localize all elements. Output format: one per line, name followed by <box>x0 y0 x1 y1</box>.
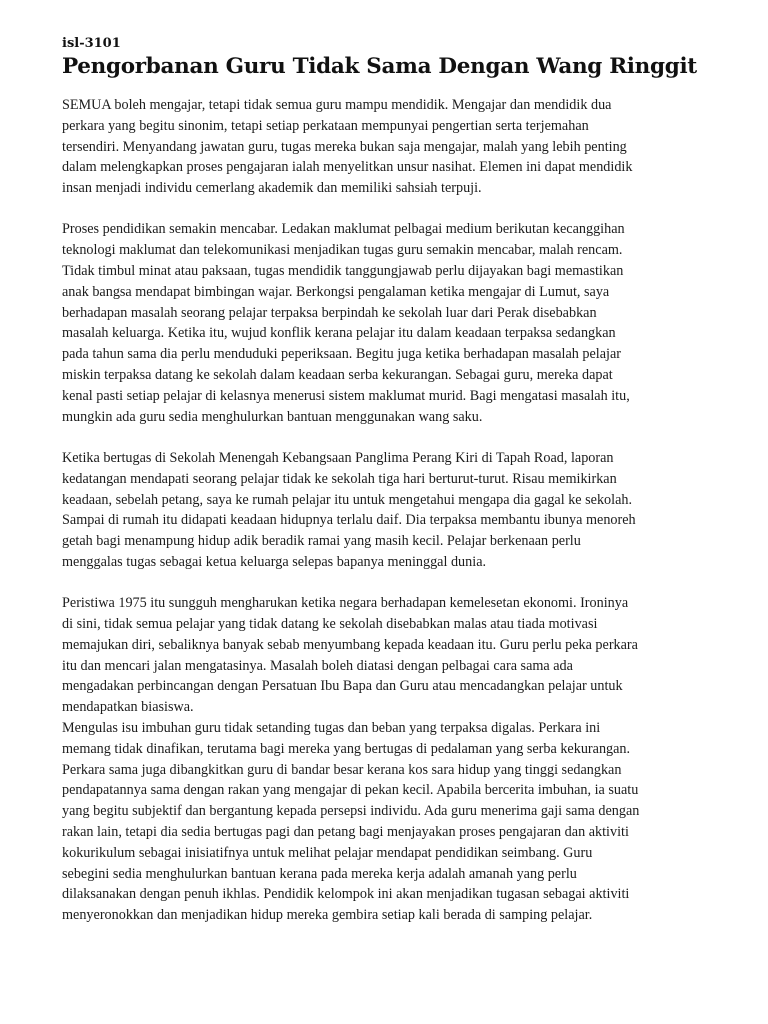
text-line: tersendiri. Menyandang jawatan guru, tugas mereka bukan saja mengajar, malah yang lebih penting <box>62 138 627 155</box>
text-line: kokurikulum sebagai inisiatifnya untuk melihat pelajar mendapat pendidikan seimbang. Guru <box>62 844 593 861</box>
text-line: Proses pendidikan semakin mencabar. Ledakan maklumat pelbagai medium berikutan kecanggihan <box>62 221 625 238</box>
text-line: berhadapan masalah seorang pelajar terpaksa berpindah ke sekolah luar dari Perak disebabkan <box>62 304 597 321</box>
text-line: getah bagi menampung hidup adik beradik ramai yang masih kecil. Pelajar berkenaan perlu <box>62 533 581 550</box>
text-line: Sampai di rumah itu didapati keadaan hidupnya terlalu daif. Dia terpaksa membantu ibunya menoreh <box>62 512 636 529</box>
text-line: Peristiwa 1975 itu sungguh mengharukan ketika negara berhadapan kemelesetan ekonomi. Ironinya <box>62 595 629 612</box>
text-line: yang begitu subjektif dan bergantung kepada persepsi individu. Ada guru menerima gaji sama dengan <box>62 803 640 820</box>
text-line: mendapatkan biasiswa. <box>62 699 194 716</box>
text-line: mengadakan perbincangan dengan Persatuan Ibu Bapa dan Guru atau mencadangkan pelajar untuk <box>62 678 623 695</box>
paragraph <box>62 95 706 199</box>
text-line: rakan lain, tetapi dia sedia bertugas pagi dan petang bagi menjayakan proses pengajaran dan aktiviti <box>62 824 629 840</box>
document-id: isl-3101 <box>62 36 121 51</box>
text-line: dalam melengkapkan proses pengajaran ialah menyelitkan unsur nasihat. Elemen ini dapat mendidik <box>62 159 633 176</box>
text-line: miskin terpaksa datang ke sekolah dalam keadaan serba kekurangan. Sebagai guru, mereka dapat <box>62 367 613 384</box>
text-line: pendapatannya sama dengan rakan yang mengajar di pekan kecil. Apabila bercerita imbuhan, ia suatu <box>62 782 639 799</box>
text-line: keadaan, sebelah petang, saya ke rumah pelajar itu untuk mengetahui mengapa dia gagal ke sekolah. <box>62 491 633 508</box>
text-line: Tidak timbul minat atau paksaan, tugas mendidik tanggungjawab perlu dijayakan bagi memastikan <box>62 263 624 280</box>
paragraph <box>62 219 706 427</box>
paragraph <box>62 593 706 718</box>
document-title: Pengorbanan Guru Tidak Sama Dengan Wang Ringgit <box>62 54 697 79</box>
text-line: Perkara sama juga dibangkitkan guru di bandar besar kerana kos sara hidup yang tinggi sedangkan <box>62 761 622 778</box>
text-line: teknologi maklumat dan telekomunikasi menjadikan tugas guru semakin mencabar, malah rencam. <box>62 242 623 259</box>
text-line: insan menjadi individu cemerlang akademik dan memiliki sahsiah terpuji. <box>62 180 482 197</box>
text-line: sebegini sedia menghulurkan bantuan kerana pada mereka kerja adalah amanah yang perlu <box>62 865 577 882</box>
text-line: pada tahun sama dia perlu menduduki peperiksaan. Begitu juga ketika berhadapan masalah pelajar <box>62 346 622 363</box>
text-line: perkara yang begitu sinonim, tetapi setiap perkataan mempunyai pengertian serta terjemahan <box>62 117 589 134</box>
text-line: di sini, tidak semua pelajar yang tidak datang ke sekolah disebabkan malas atau tiada motivasi <box>62 616 598 633</box>
text-line: memang tidak dinafikan, terutama bagi mereka yang bertugas di pedalaman yang serba kekurangan. <box>62 740 631 757</box>
text-line: Mengulas isu imbuhan guru tidak setanding tugas dan beban yang terpaksa digalas. Perkara ini <box>62 720 601 737</box>
text-line: itu dan mencari jalan mengatasinya. Masalah boleh diatasi dengan pelbagai cara sama ada <box>62 657 573 674</box>
text-line: kedatangan mendapati seorang pelajar tidak ke sekolah tiga hari berturut-turut. Risau memikirkan <box>62 470 617 487</box>
text-line: SEMUA boleh mengajar, tetapi tidak semua guru mampu mendidik. Mengajar dan mendidik dua <box>62 97 612 113</box>
text-line: Ketika bertugas di Sekolah Menengah Kebangsaan Panglima Perang Kiri di Tapah Road, laporan <box>62 449 614 466</box>
text-line: menyeronokkan dan menjadikan hidup mereka gembira setiap kali berada di samping pelajar. <box>62 907 593 924</box>
text-line: masalah keluarga. Ketika itu, wujud konflik kerana pelajar itu dalam keadaan terpaksa sedangkan <box>62 325 616 342</box>
text-line: mungkin ada guru sedia menghulurkan bantuan menggunakan wang saku. <box>62 408 483 425</box>
text-line: menggalas tugas sebagai ketua keluarga selepas bapanya meninggal dunia. <box>62 553 487 570</box>
paragraph <box>62 448 706 573</box>
text-line: dilaksanakan dengan penuh ikhlas. Pendidik kelompok ini akan menjadikan tugasan sebagai aktiviti <box>62 886 630 903</box>
text-line: memajukan diri, sebaliknya banyak sebab menyumbang kepada keadaan itu. Guru perlu peka perkara <box>62 636 638 653</box>
text-line: anak bangsa mendapat bimbingan wajar. Berkongsi pengalaman ketika mengajar di Lumut, saya <box>62 283 610 300</box>
text-line: kenal pasti setiap pelajar di kelasnya menerusi sistem maklumat murid. Bagi mengatasi masalah itu, <box>62 387 630 404</box>
paragraph <box>62 718 706 926</box>
